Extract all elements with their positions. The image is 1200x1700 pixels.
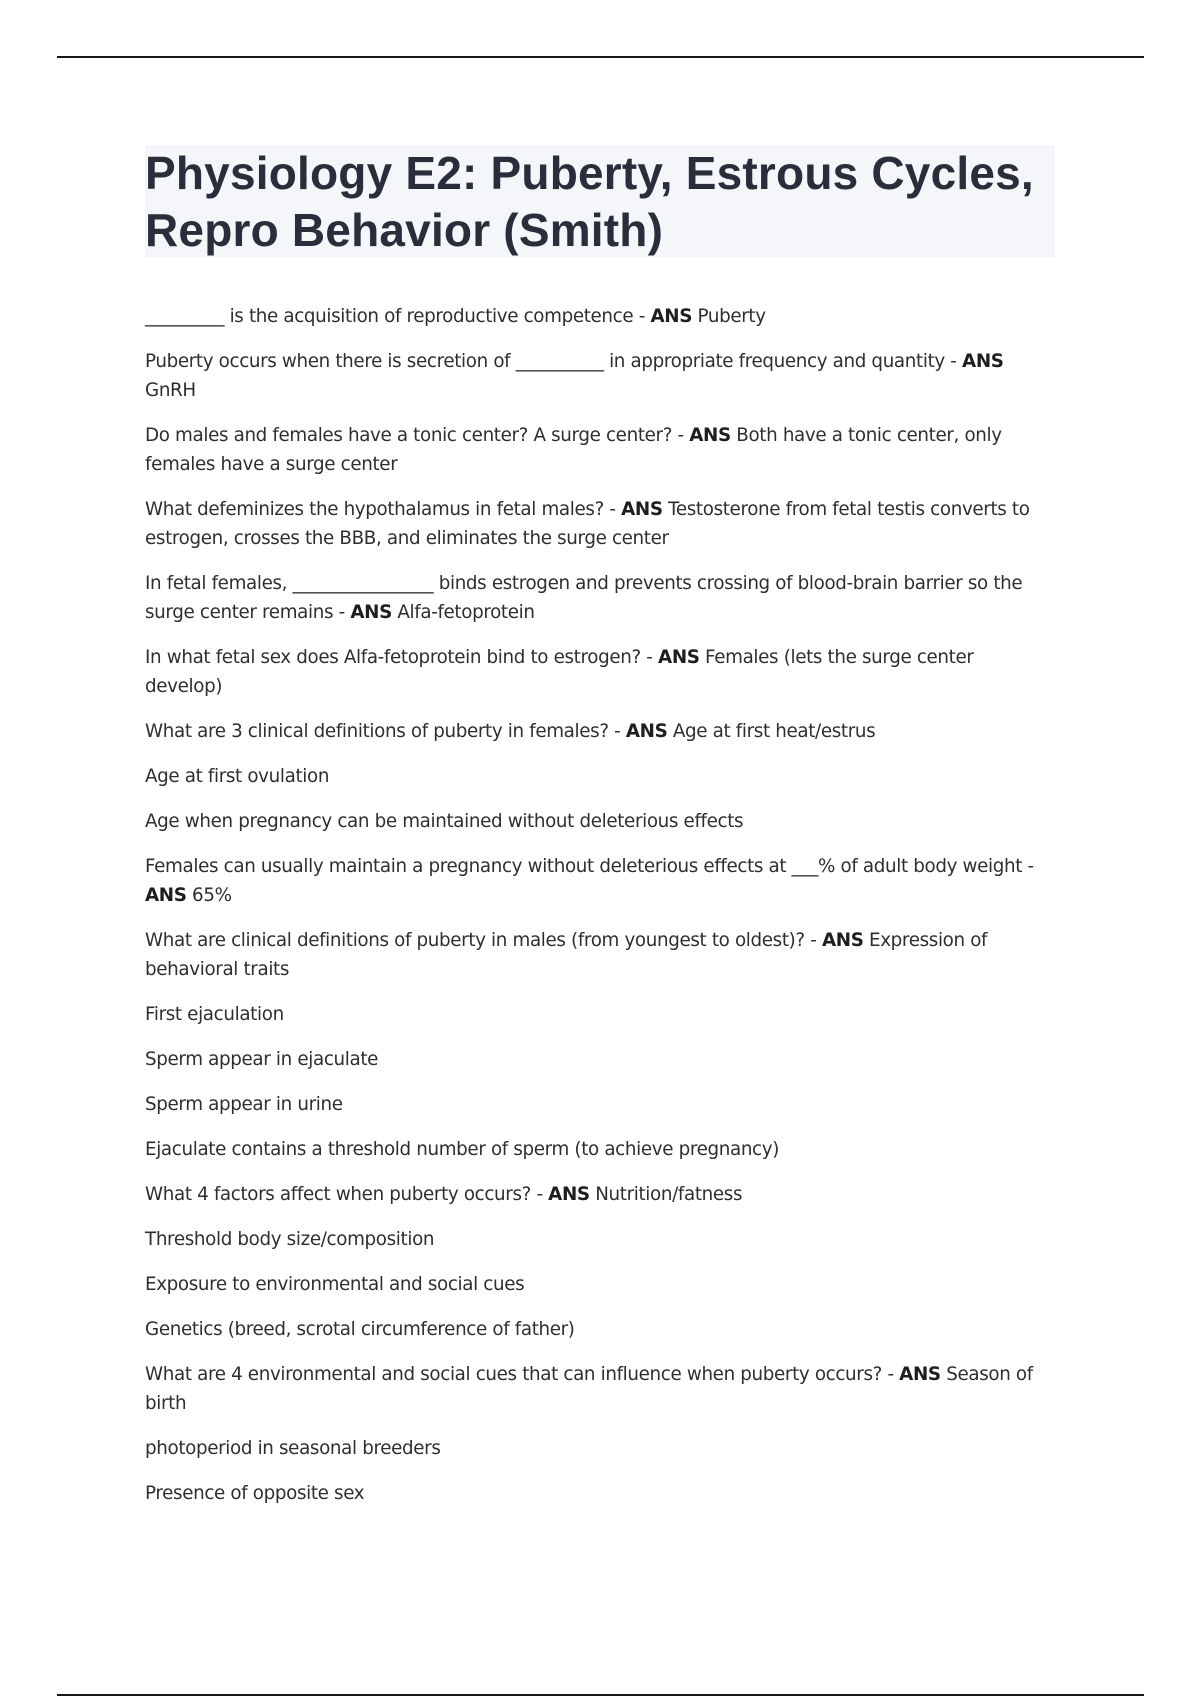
answer-continuation: First ejaculation (145, 1004, 284, 1025)
ans-label: ANS (821, 930, 864, 951)
qa-line (145, 852, 1055, 910)
ans-label: ANS (962, 351, 1004, 372)
answer-text: 65% (186, 885, 232, 906)
answer-text: GnRH (145, 380, 196, 401)
answer-text: Expression of behavioral traits (145, 930, 988, 980)
question-text: Puberty occurs when there is secretion of __________ in appropriate frequency and quantity - (145, 351, 963, 372)
bottom-rule (57, 1694, 1144, 1696)
qa-line (145, 569, 1055, 627)
answer-text: Puberty (692, 306, 766, 327)
ans-label: ANS (650, 306, 693, 327)
answer-continuation: Presence of opposite sex (145, 1483, 365, 1504)
answer-text: Alfa-fetoprotein (391, 602, 535, 623)
question-text: _________ is the acquisition of reproductive competence - (145, 306, 651, 327)
answer-continuation: Threshold body size/composition (145, 1229, 435, 1250)
ans-label: ANS (899, 1364, 941, 1385)
qa-line (145, 421, 1055, 479)
answer-text: Both have a tonic center, only females have a surge center (145, 425, 1002, 475)
qa-line (145, 495, 1055, 553)
ans-label: ANS (350, 602, 392, 623)
ans-label: ANS (145, 885, 187, 906)
qa-line (145, 1180, 1055, 1209)
answer-text: Testosterone from fetal testis converts to estrogen, crosses the BBB, and eliminates the surge center (145, 499, 1030, 549)
answer-continuation: Sperm appear in ejaculate (145, 1049, 379, 1070)
qa-line (145, 717, 1055, 746)
question-text: What are clinical definitions of puberty in males (from youngest to oldest)? - (145, 930, 822, 951)
ans-label: ANS (621, 499, 663, 520)
question-text: What 4 factors affect when puberty occurs? - (145, 1184, 549, 1205)
answer-text: Females (lets the surge center develop) (145, 647, 974, 697)
ans-label: ANS (625, 721, 668, 742)
answer-continuation: Sperm appear in urine (145, 1094, 343, 1115)
qa-line (145, 1360, 1055, 1418)
question-text: What defeminizes the hypothalamus in fetal males? - (145, 499, 622, 520)
qa-line (145, 347, 1055, 405)
question-text: In what fetal sex does Alfa-fetoprotein bind to estrogen? - (145, 647, 659, 668)
answer-text: Nutrition/fatness (589, 1184, 743, 1205)
question-text: Do males and females have a tonic center? A surge center? - (145, 425, 690, 446)
answer-text: Season of birth (145, 1364, 1033, 1414)
question-text: In fetal females, ________________ binds estrogen and prevents crossing of blood-brain barrier so the surge center remains - (145, 573, 1023, 623)
answer-continuation: Age when pregnancy can be maintained without deleterious effects (145, 811, 744, 832)
question-text: Females can usually maintain a pregnancy without deleterious effects at ___% of adult body weight - (145, 856, 1034, 877)
answer-continuation: Exposure to environmental and social cues (145, 1274, 525, 1295)
answer-continuation: Ejaculate contains a threshold number of sperm (to achieve pregnancy) (145, 1139, 780, 1160)
ans-label: ANS (689, 425, 731, 446)
answer-continuation: Age at first ovulation (145, 766, 330, 787)
qa-line (145, 643, 1055, 701)
ans-label: ANS (548, 1184, 590, 1205)
ans-label: ANS (658, 647, 700, 668)
document-title: Physiology E2: Puberty, Estrous Cycles, Repro Behavior (Smith) (145, 147, 1034, 256)
qa-line (145, 926, 1055, 984)
question-text: What are 4 environmental and social cues that can influence when puberty occurs? - (145, 1364, 900, 1385)
answer-continuation: Genetics (breed, scrotal circumference of father) (145, 1319, 575, 1340)
qa-line (145, 302, 1055, 331)
answer-continuation: photoperiod in seasonal breeders (145, 1438, 441, 1459)
question-text: What are 3 clinical definitions of puberty in females? - (145, 721, 626, 742)
answer-text: Age at first heat/estrus (667, 721, 876, 742)
document-body (145, 302, 1055, 1524)
top-rule (57, 56, 1144, 58)
